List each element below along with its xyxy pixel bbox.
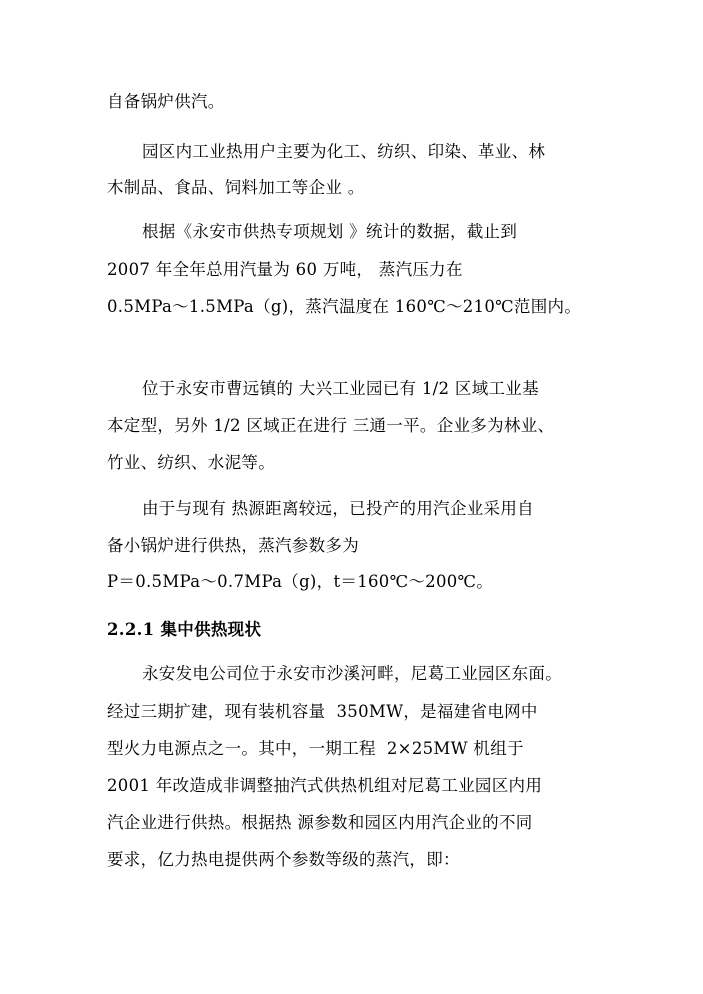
section-heading: 2.2.1 集中供热现状 — [107, 620, 262, 639]
section-paragraph-line-2: 经过三期扩建，现有装机容量 350MW，是福建省电网中 — [107, 702, 538, 721]
paragraph-5-line-1: 由于与现有 热源距离较远，已投产的用汽企业采用自 — [142, 499, 534, 518]
paragraph-3-line-3: 0.5MPa～1.5MPa（g)，蒸汽温度在 160℃～210℃范围内。 — [107, 297, 582, 316]
paragraph-3-line-1: 根据《永安市供热专项规划 》统计的数据，截止到 — [142, 222, 518, 241]
paragraph-2-line-1: 园区内工业热用户主要为化工、纺织、印染、革业、林 — [142, 142, 546, 161]
paragraph-5-line-3: P＝0.5MPa～0.7MPa（g)，t＝160℃～200℃。 — [107, 572, 494, 591]
paragraph-2-line-2: 木制品、食品、饲料加工等企业 。 — [107, 178, 365, 197]
paragraph-1-line-1: 自备锅炉供汽。 — [107, 92, 225, 111]
paragraph-4-line-2: 本定型，另外 1/2 区域正在进行 三通一平。企业多为林业、 — [107, 416, 555, 435]
section-paragraph-line-4: 2001 年改造成非调整抽汽式供热机组对尼葛工业园区内用 — [107, 776, 543, 795]
section-paragraph-line-6: 要求，亿力热电提供两个参数等级的蒸汽，即： — [107, 850, 460, 869]
section-paragraph-line-3: 型火力电源点之一。其中，一期工程 2×25MW 机组于 — [107, 739, 524, 758]
paragraph-3-line-2: 2007 年全年总用汽量为 60 万吨， 蒸汽压力在 — [107, 260, 463, 279]
paragraph-4-line-3: 竹业、纺织、水泥等。 — [107, 453, 275, 472]
paragraph-5-line-2: 备小锅炉进行供热，蒸汽参数多为 — [107, 536, 359, 555]
section-paragraph-line-5: 汽企业进行供热。根据热 源参数和园区内用汽企业的不同 — [107, 813, 533, 832]
section-paragraph-line-1: 永安发电公司位于永安市沙溪河畔，尼葛工业园区东面。 — [142, 664, 562, 683]
paragraph-4-line-1: 位于永安市曹远镇的 大兴工业园已有 1/2 区域工业基 — [142, 379, 539, 398]
